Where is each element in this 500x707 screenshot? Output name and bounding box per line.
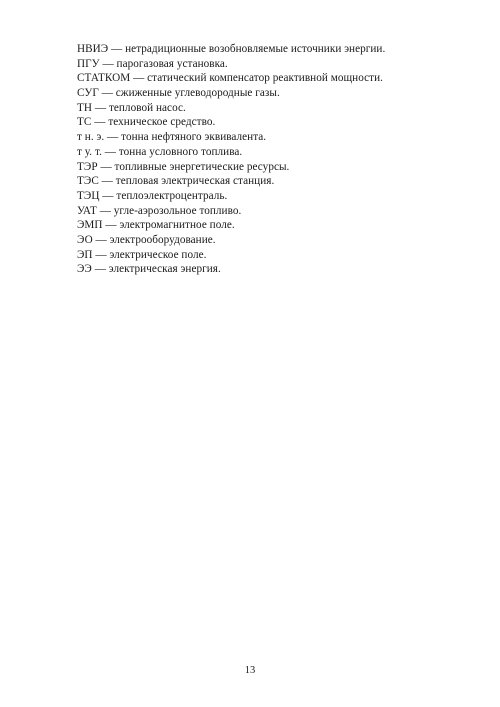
list-item: СТАТКОМ — статический компенсатор реактивной мощности. xyxy=(77,72,383,85)
list-item: ЭМП — электромагнитное поле. xyxy=(77,219,235,232)
list-item: ЭП — электрическое поле. xyxy=(77,248,207,261)
list-item: ТЭС — тепловая электрическая станция. xyxy=(77,175,275,188)
list-item: НВИЭ — нетрадиционные возобновляемые источники энергии. xyxy=(77,43,386,55)
list-item: ПГУ — парогазовая установка. xyxy=(77,57,228,70)
list-item: ЭО — электрооборудование. xyxy=(77,233,216,246)
list-item: ТЭЦ — теплоэлектроцентраль. xyxy=(77,189,228,202)
list-item: ЭЭ — электрическая энергия. xyxy=(77,263,221,276)
list-item: т н. э. — тонна нефтяного эквивалента. xyxy=(77,131,267,144)
abbreviation-list xyxy=(77,42,437,277)
list-item: ТЭР — топливные энергетические ресурсы. xyxy=(77,160,290,173)
page-number: 13 xyxy=(244,665,256,676)
list-item: УАТ — угле-аэрозольное топливо. xyxy=(77,204,242,217)
list-item: ТС — техническое средство. xyxy=(77,116,216,129)
list-item: СУГ — сжиженные углеводородные газы. xyxy=(77,87,280,100)
list-item: т у. т. — тонна условного топлива. xyxy=(77,145,243,158)
list-item: ТН — тепловой насос. xyxy=(77,101,186,114)
